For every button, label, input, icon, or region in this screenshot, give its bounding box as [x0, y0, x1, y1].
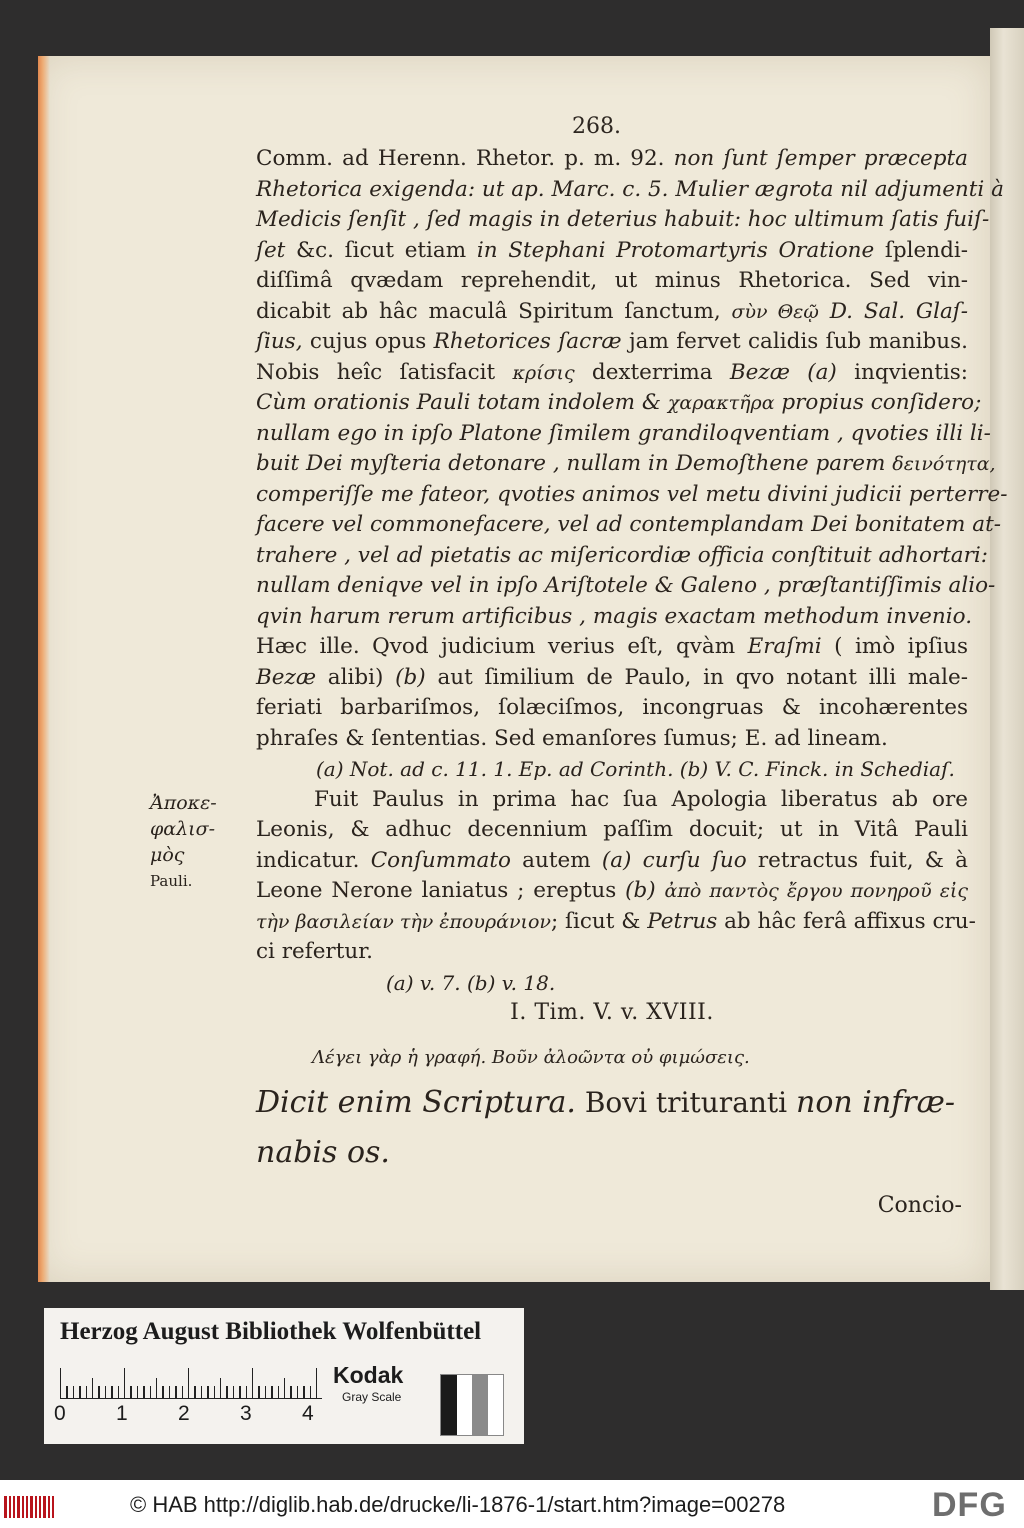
text-line	[256, 297, 968, 328]
barcode-bar	[43, 1496, 46, 1518]
italic-run: trahere , vel ad pietatis ac miſericordiæ officia conſtituit adhortari:	[256, 542, 989, 568]
text-line	[256, 266, 968, 297]
text-line	[256, 205, 990, 236]
ruler-tick	[220, 1378, 221, 1398]
text-line	[256, 388, 982, 419]
ruler-tick	[79, 1386, 80, 1398]
italic-run: non infræ-	[796, 1085, 955, 1120]
ruler-tick	[98, 1386, 99, 1398]
greek-run: ἀπὸ παντὸς ἔργου πονηροῦ εἰς	[664, 880, 968, 902]
ruler-tick	[239, 1386, 240, 1398]
text-line	[256, 663, 968, 694]
italic-run: (b)	[395, 664, 426, 690]
text-run: feriati barbariſmos, ſolæciſmos, incongruas & incohærentes	[256, 695, 968, 720]
gray-swatch	[488, 1375, 504, 1435]
text-run: ( imò ipſius	[821, 634, 969, 659]
gray-scale-swatches	[440, 1374, 504, 1436]
ruler-tick	[111, 1386, 112, 1398]
barcode-bar	[22, 1496, 24, 1518]
ruler-tick	[207, 1386, 208, 1398]
italic-run: facere vel commonefacere, vel ad contemplandam Dei bonitatem at-	[256, 512, 1001, 537]
text-line	[256, 358, 968, 389]
ruler-tick	[252, 1368, 253, 1398]
text-run: ; ſicut &	[550, 908, 648, 934]
ruler-tick	[162, 1386, 163, 1398]
text-line	[256, 144, 968, 175]
text-run	[656, 878, 665, 903]
page-number: 268.	[572, 114, 621, 139]
italic-run: ſet	[256, 237, 286, 263]
text-run: alibi)	[316, 664, 396, 690]
greek-run: σὺν Θεῷ	[731, 300, 819, 323]
margin-line: φαλισ-	[150, 818, 216, 840]
text-run: Leonis, & adhuc decennium paſſim docuit; ut in Vitâ Pauli	[256, 817, 968, 842]
margin-note	[150, 790, 250, 894]
text-run: autem	[510, 847, 602, 873]
text-line	[256, 632, 968, 663]
source-link[interactable]: © HAB http://diglib.hab.de/drucke/li-1876-1/start.htm?image=00278	[130, 1492, 786, 1517]
ruler-tick	[194, 1386, 195, 1398]
text-run: indicatur.	[256, 847, 371, 873]
greek-run: χαρακτῆρα	[667, 392, 775, 414]
ruler-tick	[265, 1386, 266, 1398]
text-line	[256, 876, 968, 907]
ruler-tick	[290, 1386, 291, 1398]
gray-swatch	[441, 1375, 457, 1435]
italic-run: Bezæ (a)	[729, 359, 837, 385]
ruler-tick	[182, 1386, 183, 1398]
ruler-tick	[143, 1386, 144, 1398]
italic-run: buit Dei myſteria detonare , nullam in Demoſthene parem	[256, 451, 893, 476]
footnote-2: (a) v. 7. (b) v. 18.	[386, 970, 556, 995]
ruler-tick	[105, 1386, 106, 1398]
italic-run: Bezæ	[256, 664, 317, 690]
barcode-bar	[30, 1496, 33, 1518]
italic-run: non ſunt ſemper præcepta	[673, 146, 968, 171]
barcode-icon	[4, 1496, 54, 1518]
italic-run: D. Sal. Glaſ-	[829, 298, 968, 324]
adjacent-page-edge	[990, 28, 1024, 1290]
ruler-tick	[226, 1386, 227, 1398]
barcode-bar	[9, 1496, 11, 1518]
text-run: aut ſimilium de Paulo, in qvo notant illi male-	[425, 664, 968, 690]
ruler-numbers	[48, 1402, 348, 1432]
barcode-bar	[35, 1496, 37, 1518]
text-run: Hæc ille. Qvod judicium verius eſt, qvàm	[256, 634, 748, 659]
ruler-tick	[150, 1386, 151, 1398]
text-line	[256, 937, 968, 968]
italic-run: Medicis ſenſit , ſed magis in deterius habuit: hoc ultimum ſatis fuiſ-	[256, 207, 990, 232]
barcode-bar	[13, 1496, 15, 1518]
text-line	[256, 724, 968, 755]
footnote-1: (a) Not. ad c. 11. 1. Ep. ad Corinth. (b) V. C. Finck. in Schediaſ.	[316, 757, 955, 781]
ruler-tick	[214, 1386, 215, 1398]
section-heading: I. Tim. V. v. XVIII.	[510, 1000, 714, 1025]
text-line	[256, 236, 968, 267]
ruler-tick	[297, 1386, 298, 1398]
ruler-number: 3	[240, 1402, 252, 1425]
ruler-tick	[233, 1386, 234, 1398]
text-run: Fuit Paulus in prima hac ſua Apologia liberatus ab ore	[314, 786, 968, 812]
catchword: Concio-	[877, 1193, 962, 1218]
ruler-tick	[175, 1386, 176, 1398]
gray-scale-label: Gray Scale	[342, 1390, 402, 1404]
ruler-tick	[156, 1378, 157, 1398]
text-run: dicabit ab hâc maculâ Spiritum ſanctum,	[256, 298, 732, 324]
ruler-tick	[271, 1386, 272, 1398]
text-line	[256, 693, 968, 724]
ruler-tick	[246, 1386, 247, 1398]
text-run: Leone Nerone laniatus ; ereptus	[256, 878, 626, 903]
paragraph-commentary	[256, 144, 1008, 754]
ruler-tick	[137, 1386, 138, 1398]
scripture-line-1	[256, 1083, 968, 1123]
text-line	[256, 419, 991, 450]
text-line	[256, 175, 1004, 206]
library-name: Herzog August Bibliothek Wolfenbüttel	[60, 1318, 482, 1345]
barcode-bar	[17, 1496, 20, 1518]
text-run: retractus fuit, & à	[746, 847, 969, 873]
margin-line: Ἀποκε-	[150, 792, 217, 814]
main-text-block	[256, 144, 1008, 1222]
text-line	[256, 541, 989, 572]
text-run	[819, 299, 830, 324]
italic-run: nabis os.	[256, 1135, 390, 1170]
ruler-number: 1	[116, 1402, 128, 1425]
ruler-number: 4	[302, 1402, 314, 1425]
ruler-tick	[316, 1368, 317, 1398]
ruler-tick	[310, 1386, 311, 1398]
ruler-tick	[124, 1368, 125, 1398]
ruler-tick	[60, 1368, 61, 1398]
italic-run: Eraſmi	[747, 634, 822, 659]
text-run: Comm. ad Herenn. Rhetor. p. m. 92.	[256, 146, 674, 171]
text-run: &c. ſicut etiam	[285, 237, 477, 263]
italic-run: Conſummato	[370, 847, 511, 873]
barcode-bar	[39, 1496, 41, 1518]
text-run: ab hâc ferâ affixus cru-	[717, 908, 976, 934]
text-run: jam fervet calidis ſub manibus.	[621, 329, 968, 354]
text-line	[256, 602, 973, 633]
text-run: cujus opus	[302, 329, 434, 354]
italic-run: nullam deniqve vel in ipſo Ariſtotele & Galeno , præſtantiſſimis alio-	[256, 573, 996, 598]
text-run: dexterrima	[574, 359, 730, 385]
ruler-number: 2	[178, 1402, 190, 1425]
text-line	[256, 846, 968, 877]
ruler-number: 0	[54, 1402, 66, 1425]
italic-run: Rhetorices ſacræ	[433, 329, 622, 354]
ruler-tick	[92, 1378, 93, 1398]
margin-note-greek	[150, 790, 250, 868]
text-line	[256, 907, 976, 938]
italic-run: Cùm orationis Pauli totam indolem &	[256, 390, 668, 415]
text-run: diſſimâ qvædam reprehendit, ut minus Rhetorica. Sed vin-	[256, 268, 968, 293]
text-line	[256, 815, 968, 846]
text-line	[256, 480, 1008, 511]
margin-line: μὸς	[150, 844, 185, 866]
italic-run: propius conſidero;	[774, 390, 982, 415]
scale-ruler	[60, 1364, 322, 1399]
italic-run: (b)	[625, 878, 656, 903]
text-run: Bovi trituranti	[575, 1086, 797, 1119]
text-run: Nobis heîc ſatisfacit	[256, 359, 513, 385]
text-line	[256, 571, 996, 602]
page-edge-stain	[38, 56, 50, 1282]
italic-run: qvin harum rerum artificibus , magis exactam methodum invenio.	[256, 603, 973, 629]
ruler-tick	[86, 1386, 87, 1398]
ruler-tick	[258, 1386, 259, 1398]
text-run: inqvientis:	[836, 359, 968, 385]
italic-run: comperiſſe me fateor, qvoties animos vel metu divini judicii perterre-	[256, 481, 1008, 507]
text-line	[256, 327, 968, 358]
barcode-bar	[48, 1496, 50, 1518]
italic-run: in Stephani Protomartyris Oratione	[476, 237, 875, 263]
ruler-tick	[188, 1368, 189, 1398]
greek-run: δεινότητα,	[892, 453, 996, 475]
text-line	[256, 510, 1001, 541]
ruler-tick	[130, 1386, 131, 1398]
ruler-tick	[278, 1386, 279, 1398]
ruler-tick	[118, 1386, 119, 1398]
ruler-tick	[303, 1386, 304, 1398]
greek-run: τὴν βασιλείαν τὴν ἐπουράνιον	[256, 910, 551, 933]
ruler-tick	[73, 1386, 74, 1398]
text-run: ci refertur.	[256, 939, 373, 964]
barcode-bar	[4, 1496, 7, 1518]
italic-run: (a) curſu ſuo	[601, 847, 747, 873]
ruler-tick	[201, 1386, 202, 1398]
paragraph-paulus	[256, 785, 976, 968]
text-run: ſplendi-	[874, 237, 969, 263]
italic-run: Dicit enim Scriptura.	[256, 1085, 576, 1120]
text-run: phraſes & ſententias. Sed emanſores ſumus; E. ad lineam.	[256, 725, 888, 751]
scripture-line-2	[256, 1133, 968, 1173]
barcode-bar	[52, 1496, 54, 1518]
ruler-tick	[66, 1386, 67, 1398]
kodak-logo: Kodak	[333, 1362, 404, 1388]
ruler-tick	[284, 1378, 285, 1398]
text-line	[256, 449, 996, 480]
gray-swatch	[457, 1375, 473, 1435]
margin-note-label: Pauli.	[150, 872, 193, 890]
italic-run: Petrus	[647, 908, 718, 934]
italic-run: Rhetorica exigenda: ut ap. Marc. c. 5. Mulier ægrota nil adjumenti à	[256, 176, 1004, 202]
barcode-bar	[26, 1496, 28, 1518]
italic-run: nullam ego in ipſo Platone ſimilem grandiloqventiam , qvoties illi li-	[256, 420, 991, 446]
ruler-tick	[169, 1386, 170, 1398]
dfg-logo: DFG	[932, 1486, 1007, 1524]
text-line	[256, 785, 968, 816]
italic-run: ſius,	[256, 329, 303, 354]
gray-swatch	[472, 1375, 488, 1435]
greek-run: κρίσις	[512, 361, 575, 384]
greek-quote: Λέγει γὰρ ἡ γραφή. Βοῦν ἀλοῶντα οὐ φιμώσεις.	[312, 1046, 750, 1068]
